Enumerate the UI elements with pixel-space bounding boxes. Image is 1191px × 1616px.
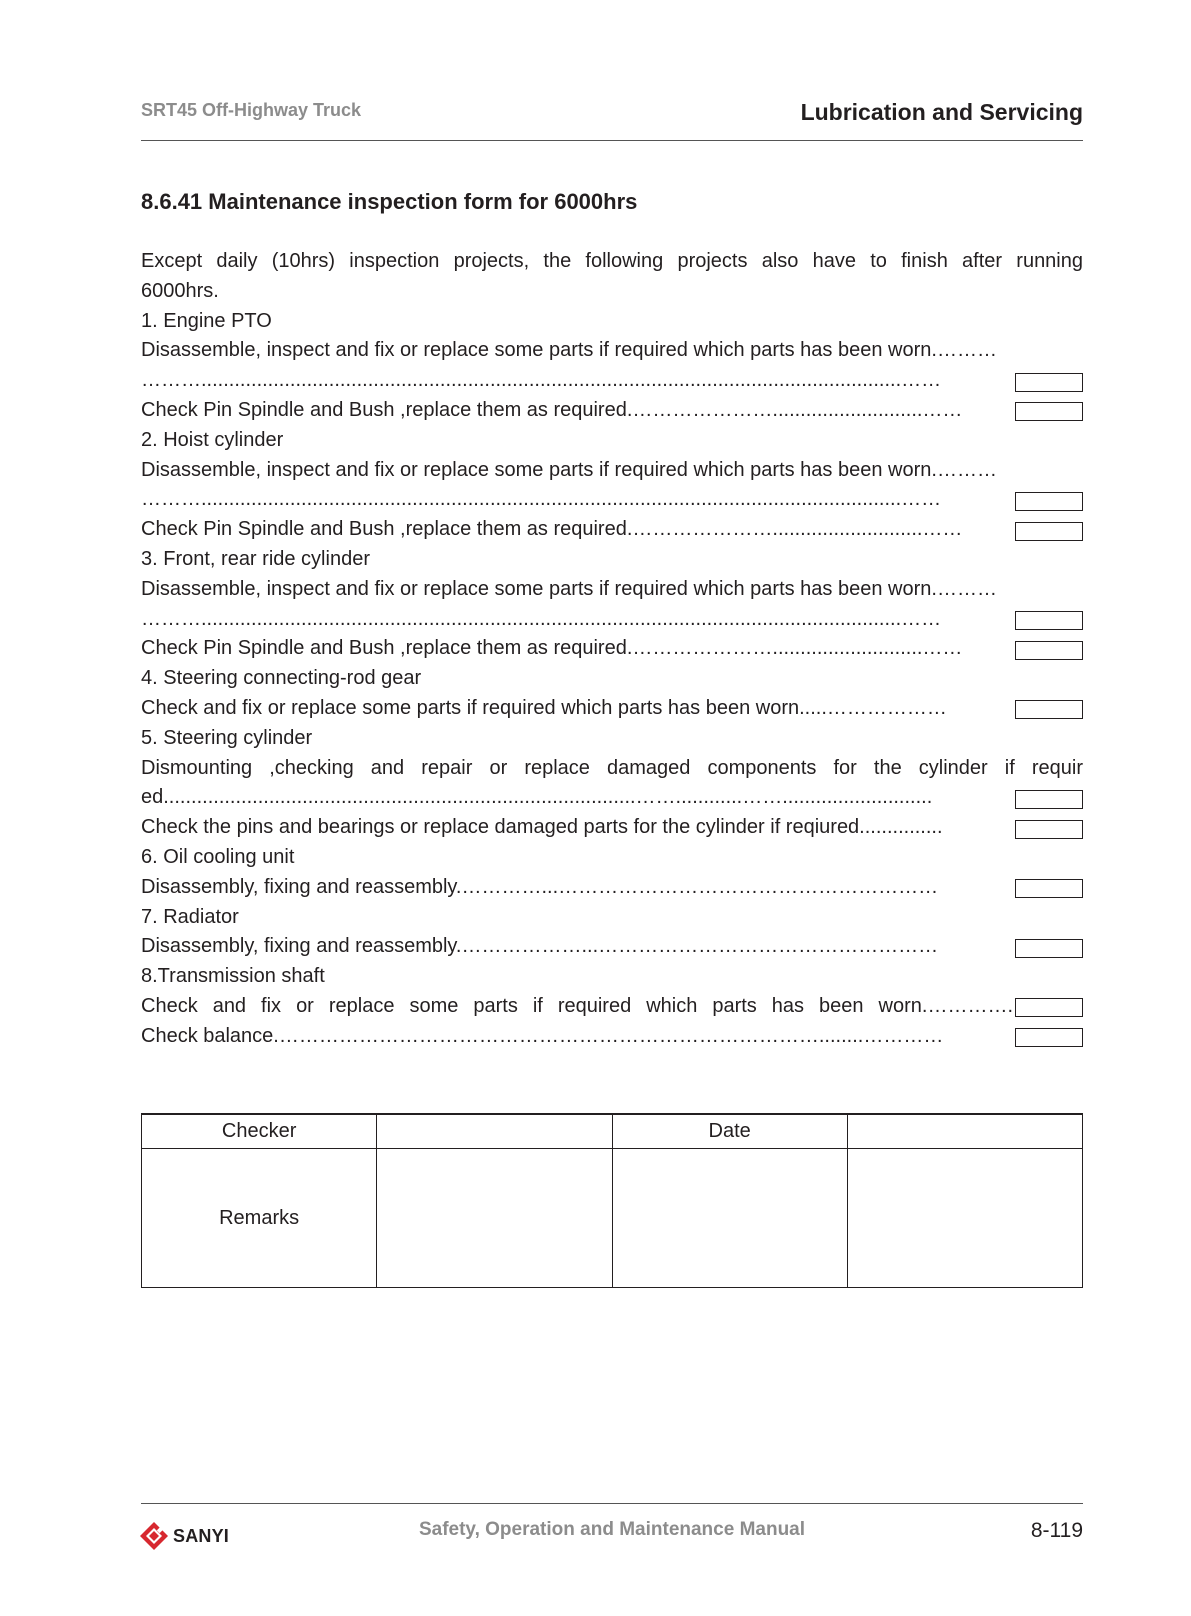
task-text: Check Pin Spindle and Bush ,replace them as required.…………………...........................…… [141, 518, 963, 541]
remarks-field[interactable] [847, 1149, 1082, 1288]
date-field[interactable] [847, 1114, 1082, 1149]
task-text: Disassemble, inspect and fix or replace some parts if required which parts has been worn.……… [141, 577, 997, 600]
task-text: Check and fix or replace some parts if required which parts has been worn.....……………… [141, 696, 947, 719]
footer-divider [141, 1503, 1083, 1504]
task-text: Check the pins and bearings or replace damaged parts for the cylinder if reqiured............... [141, 816, 943, 839]
page-number: 8-119 [1030, 1519, 1083, 1542]
task-row [141, 992, 1083, 1022]
task-row [141, 366, 1083, 396]
header-manual-title: SRT45 Off-Highway Truck [141, 100, 362, 120]
checkbox[interactable] [1015, 820, 1083, 839]
checkbox[interactable] [1015, 522, 1083, 541]
task-row [141, 1022, 1083, 1052]
item-heading-oil-cooling-unit: 6. Oil cooling unit [141, 845, 295, 868]
task-text: Dismounting ,checking and repair or replace damaged components for the cylinder if requir [141, 756, 1083, 779]
checkbox[interactable] [1015, 998, 1083, 1017]
checkbox[interactable] [1015, 402, 1083, 421]
task-text: Check Pin Spindle and Bush ,replace them as required.…………………...........................…… [141, 637, 963, 660]
task-row [141, 634, 1083, 664]
header-divider [141, 140, 1083, 141]
checkbox[interactable] [1015, 1028, 1083, 1047]
checker-field[interactable] [377, 1114, 612, 1149]
task-text: Disassemble, inspect and fix or replace some parts if required which parts has been worn.……… [141, 458, 997, 481]
task-text: ed.....................................................................................……............……........................... [141, 786, 933, 809]
checkbox[interactable] [1015, 790, 1083, 809]
signoff-table [141, 1113, 1083, 1288]
remarks-label: Remarks [142, 1149, 377, 1288]
task-row [141, 396, 1083, 426]
task-text: Check and fix or replace some parts if required which parts has been worn.…………. [141, 994, 1013, 1017]
task-row [141, 515, 1083, 545]
date-label: Date [612, 1114, 847, 1149]
item-heading-engine-pto: 1. Engine PTO [141, 309, 272, 332]
intro-line-1: Except daily (10hrs) inspection projects, the following projects also have to finish after running [141, 250, 1083, 272]
checkbox[interactable] [1015, 879, 1083, 898]
item-heading-steering-rod-gear: 4. Steering connecting-rod gear [141, 667, 422, 690]
checkbox[interactable] [1015, 611, 1083, 630]
task-text: Disassemble, inspect and fix or replace some parts if required which parts has been worn.……… [141, 339, 997, 362]
checkbox[interactable] [1015, 939, 1083, 958]
header-chapter-title: Lubrication and Servicing [800, 99, 1083, 125]
checkbox[interactable] [1015, 641, 1083, 660]
item-heading-hoist-cylinder: 2. Hoist cylinder [141, 428, 284, 451]
checkbox[interactable] [1015, 492, 1083, 511]
remarks-field[interactable] [377, 1149, 612, 1288]
task-text: Check Pin Spindle and Bush ,replace them as required.…………………...........................…… [141, 398, 963, 421]
task-text: ………..............................................................................................................................…… [141, 488, 942, 511]
task-row [141, 485, 1083, 515]
intro-line-2: 6000hrs. [141, 279, 219, 302]
task-text: Disassembly, fixing and reassembly.…………...………………………………………………… [141, 875, 939, 898]
footer-manual-title: Safety, Operation and Maintenance Manual [418, 1519, 806, 1540]
task-row [141, 783, 1083, 813]
task-row [141, 932, 1083, 962]
task-row [141, 873, 1083, 903]
task-text: ………..............................................................................................................................…… [141, 369, 942, 392]
checkbox[interactable] [1015, 373, 1083, 392]
inspection-form-body [141, 247, 1083, 1052]
task-row [141, 813, 1083, 843]
checker-label: Checker [142, 1114, 377, 1149]
task-row [141, 605, 1083, 635]
checkbox[interactable] [1015, 700, 1083, 719]
item-heading-radiator: 7. Radiator [141, 905, 239, 928]
logo-text: SANYI [173, 1525, 230, 1546]
item-heading-steering-cylinder: 5. Steering cylinder [141, 726, 313, 749]
item-heading-ride-cylinder: 3. Front, rear ride cylinder [141, 547, 370, 570]
section-title: 8.6.41 Maintenance inspection form for 6000hrs [141, 189, 638, 214]
task-text: ………..............................................................................................................................…… [141, 607, 942, 630]
remarks-field[interactable] [612, 1149, 847, 1288]
task-text: Disassembly, fixing and reassembly.………………...…………………………………………… [141, 935, 939, 958]
task-text: Check balance.………………………………………………………………………........………… [141, 1024, 944, 1047]
item-heading-transmission-shaft: 8.Transmission shaft [141, 965, 325, 988]
task-row [141, 694, 1083, 724]
